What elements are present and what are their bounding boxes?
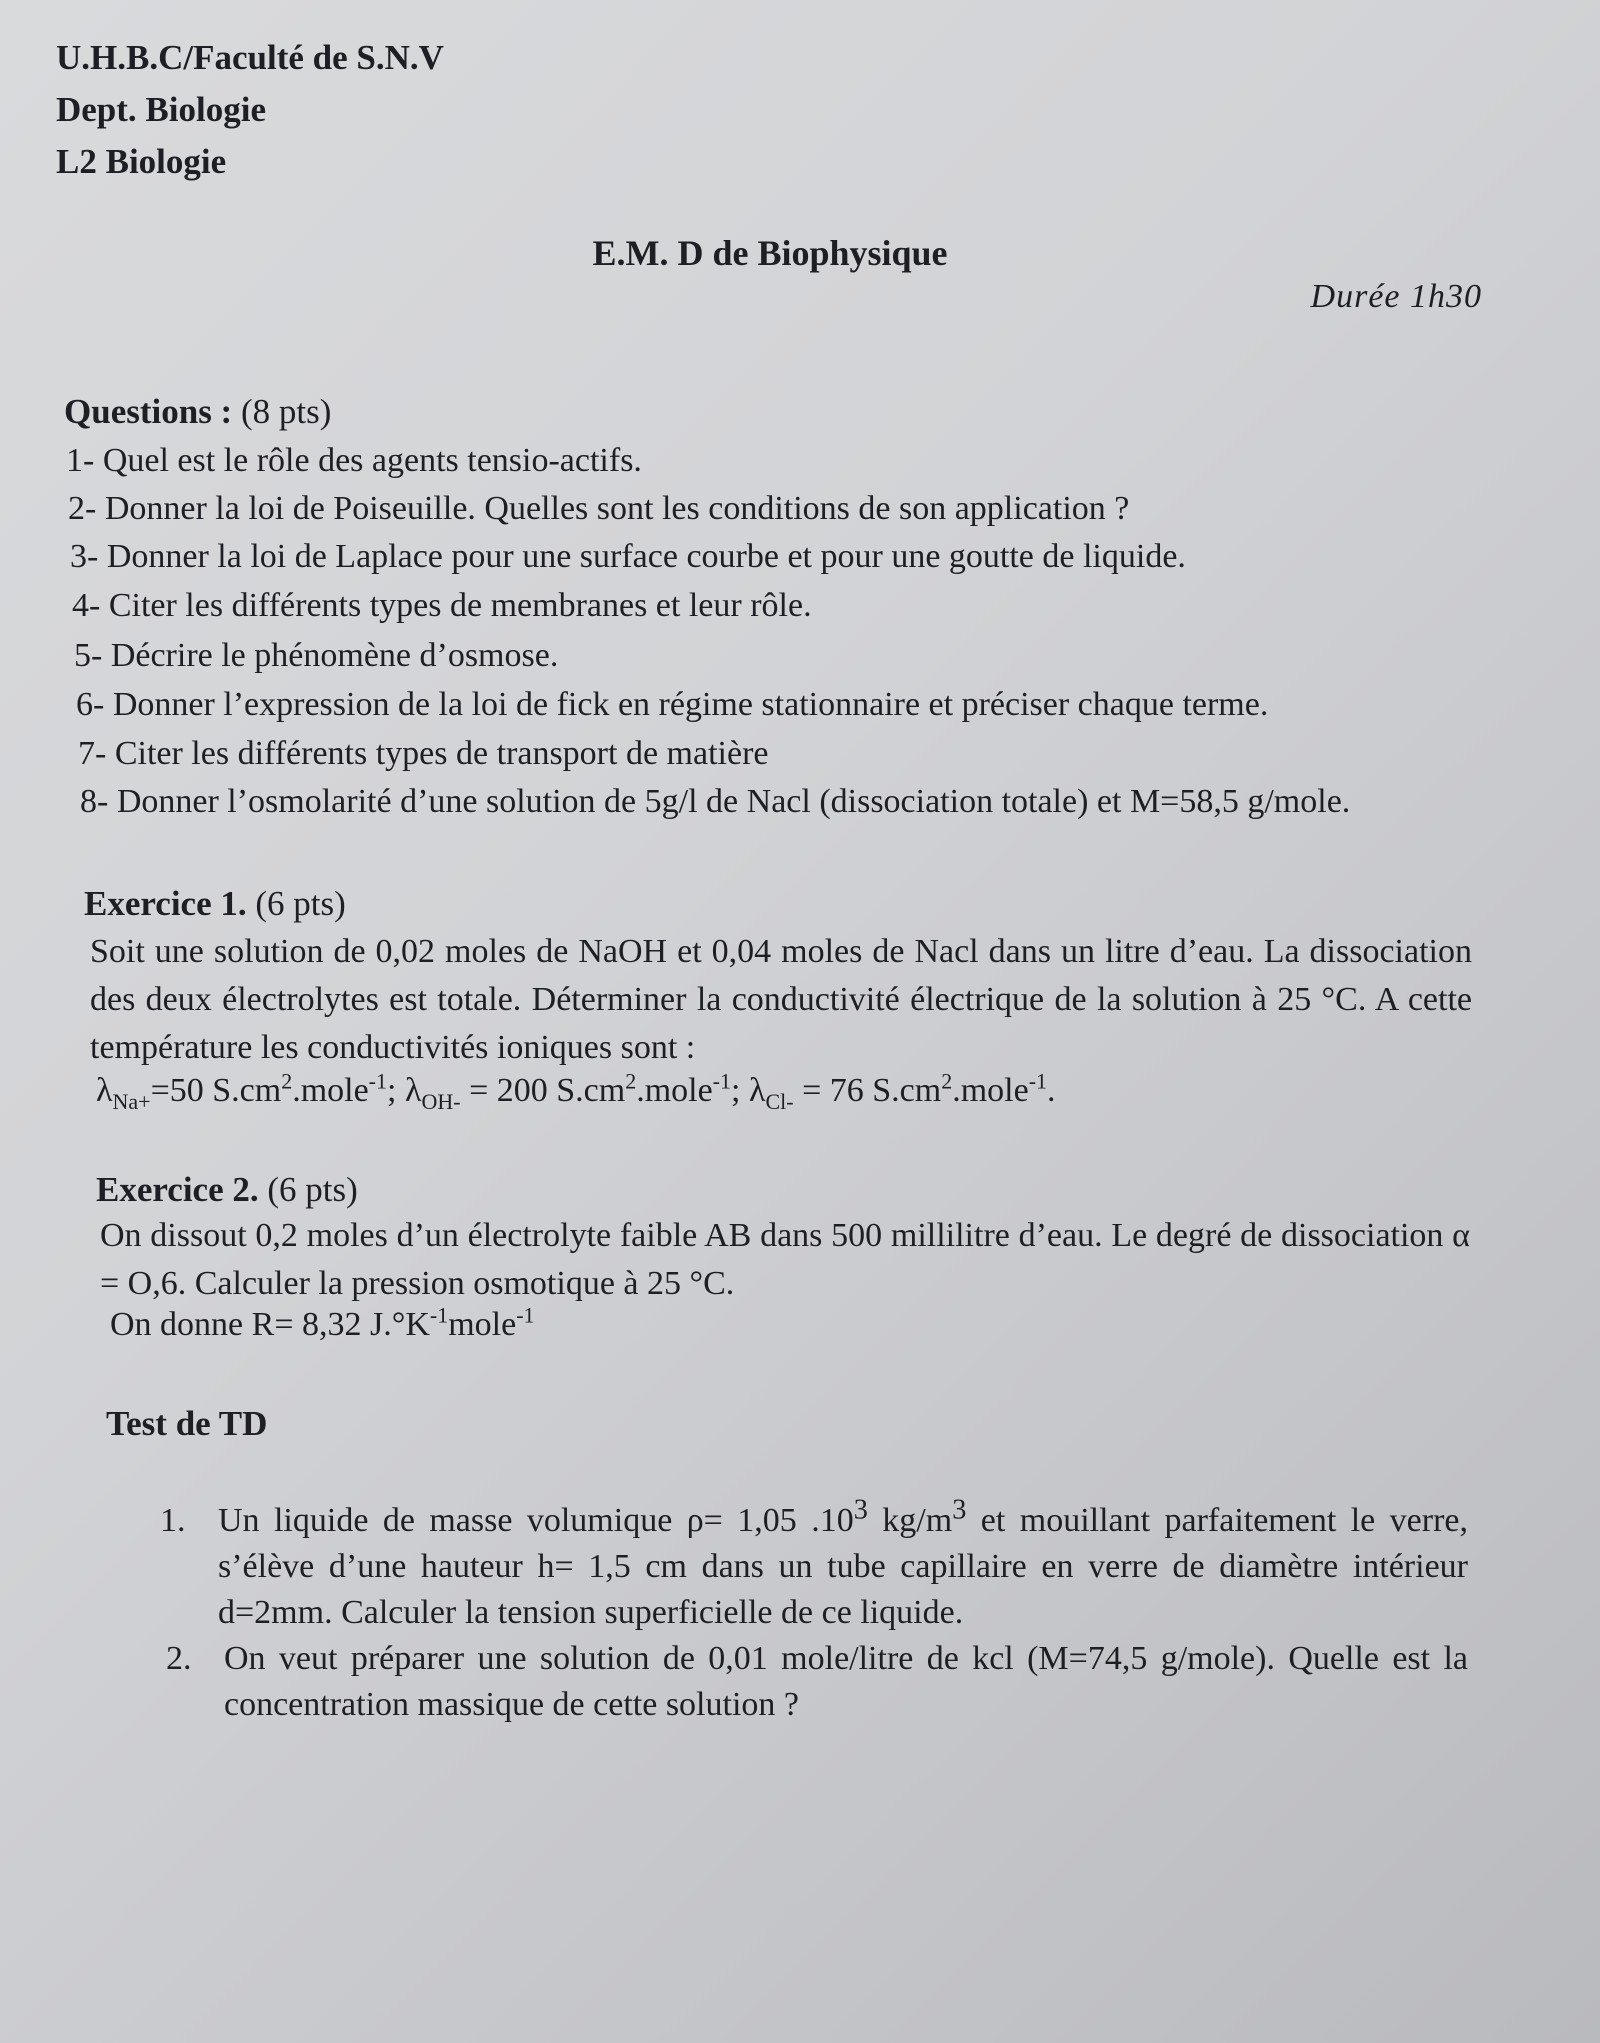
questions-title: Questions :: [64, 392, 233, 431]
text-part: et mouillant parfaitement le verre, s’élève d’une hauteur h= 1,5 cm dans un tube capillaire en verre de diamètre intérieur d=2mm. Calculer la tension superficielle de ce liquide.: [218, 1502, 1468, 1631]
exponent: -1: [712, 1068, 731, 1094]
exponent: -1: [516, 1302, 535, 1328]
test-item-1-number: 1.: [160, 1502, 186, 1539]
exercice2-given: [110, 1302, 535, 1344]
exponent: 2: [281, 1068, 293, 1094]
oh-subscript: OH-: [421, 1088, 461, 1114]
question-2: 2- Donner la loi de Poiseuille. Quelles sont les conditions de son application ?: [68, 490, 1130, 527]
questions-heading: [64, 392, 331, 432]
exam-title: E.M. D de Biophysique: [592, 233, 948, 273]
exponent: -1: [368, 1068, 387, 1094]
test-item-1: [160, 1494, 1468, 1636]
question-7: 7- Citer les différents types de transport de matière: [78, 735, 769, 772]
oh-value: = 200 S.cm: [460, 1072, 626, 1109]
question-4: 4- Citer les différents types de membranes et leur rôle.: [72, 587, 812, 624]
exercice2-heading: [96, 1170, 358, 1210]
text-part: Un liquide de masse volumique ρ= 1,05 .10: [218, 1502, 854, 1539]
questions-points: (8 pts): [240, 392, 332, 431]
exercice2-title: Exercice 2.: [96, 1170, 259, 1209]
exercice1-heading: [84, 884, 346, 924]
exponent: 3: [853, 1494, 868, 1526]
na-value: =50 S.cm: [150, 1072, 282, 1109]
exercice1-points: (6 pts): [255, 884, 346, 923]
test-title: Test de TD: [106, 1404, 268, 1443]
exponent: -1: [429, 1302, 449, 1328]
test-item-2: [166, 1636, 1468, 1728]
university-header: U.H.B.C/Faculté de S.N.V: [56, 38, 444, 77]
unit-mole: mole: [448, 1306, 517, 1343]
exercice1-formula: [96, 1068, 1056, 1114]
exponent: 3: [952, 1494, 967, 1526]
question-1: 1- Quel est le rôle des agents tensio-actifs.: [66, 442, 642, 479]
test-item-2-number: 2.: [166, 1640, 192, 1677]
cl-value: = 76 S.cm: [793, 1072, 942, 1109]
separator: ;: [731, 1072, 749, 1109]
cl-subscript: Cl-: [765, 1088, 794, 1114]
test-heading: [106, 1404, 267, 1444]
separator: ;: [387, 1072, 405, 1109]
exam-duration: Durée 1h30: [1310, 278, 1482, 315]
lambda-symbol: λ: [748, 1072, 766, 1109]
test-item-1-text: [218, 1494, 1468, 1636]
exponent: 2: [941, 1068, 953, 1094]
question-6: 6- Donner l’expression de la loi de fick en régime stationnaire et préciser chaque terme.: [76, 686, 1269, 723]
exercice1-title: Exercice 1.: [84, 884, 247, 923]
unit-mole: .mole: [292, 1072, 369, 1109]
unit-mole: .mole: [636, 1072, 713, 1109]
unit-mole: .mole: [952, 1072, 1029, 1109]
exercice2-text: On dissout 0,2 moles d’un électrolyte faible AB dans 500 millilitre d’eau. Le degré de dissociation α = O,6. Calculer la pression osmotique à 25 °C.: [100, 1217, 1470, 1302]
exercice2-points: (6 pts): [267, 1170, 358, 1209]
lambda-symbol: λ: [96, 1072, 113, 1109]
text-part: kg/m: [867, 1502, 953, 1539]
question-8: 8- Donner l’osmolarité d’une solution de 5g/l de Nacl (dissociation totale) et M=58,5 g/mole.: [80, 783, 1351, 820]
lambda-symbol: λ: [404, 1072, 422, 1109]
department-header: Dept. Biologie: [56, 90, 266, 129]
exercice1-text: Soit une solution de 0,02 moles de NaOH et 0,04 moles de Nacl dans un litre d’eau. La dissociation des deux électrolytes est totale. Déterminer la conductivité électrique de la solution à 25 °C. A cette température les conductivités ioniques sont :: [90, 933, 1472, 1066]
question-3: 3- Donner la loi de Laplace pour une surface courbe et pour une goutte de liquide.: [70, 538, 1186, 575]
level-header: L2 Biologie: [56, 142, 227, 181]
period: .: [1047, 1072, 1056, 1109]
question-5: 5- Décrire le phénomène d’osmose.: [74, 637, 559, 674]
given-r-value: On donne R= 8,32 J.°K: [110, 1306, 430, 1343]
exponent: 2: [625, 1068, 637, 1094]
test-item-2-text: On veut préparer une solution de 0,01 mole/litre de kcl (M=74,5 g/mole). Quelle est la concentration massique de cette solution ?: [224, 1640, 1468, 1723]
exponent: -1: [1028, 1068, 1048, 1094]
na-subscript: Na+: [112, 1088, 151, 1114]
